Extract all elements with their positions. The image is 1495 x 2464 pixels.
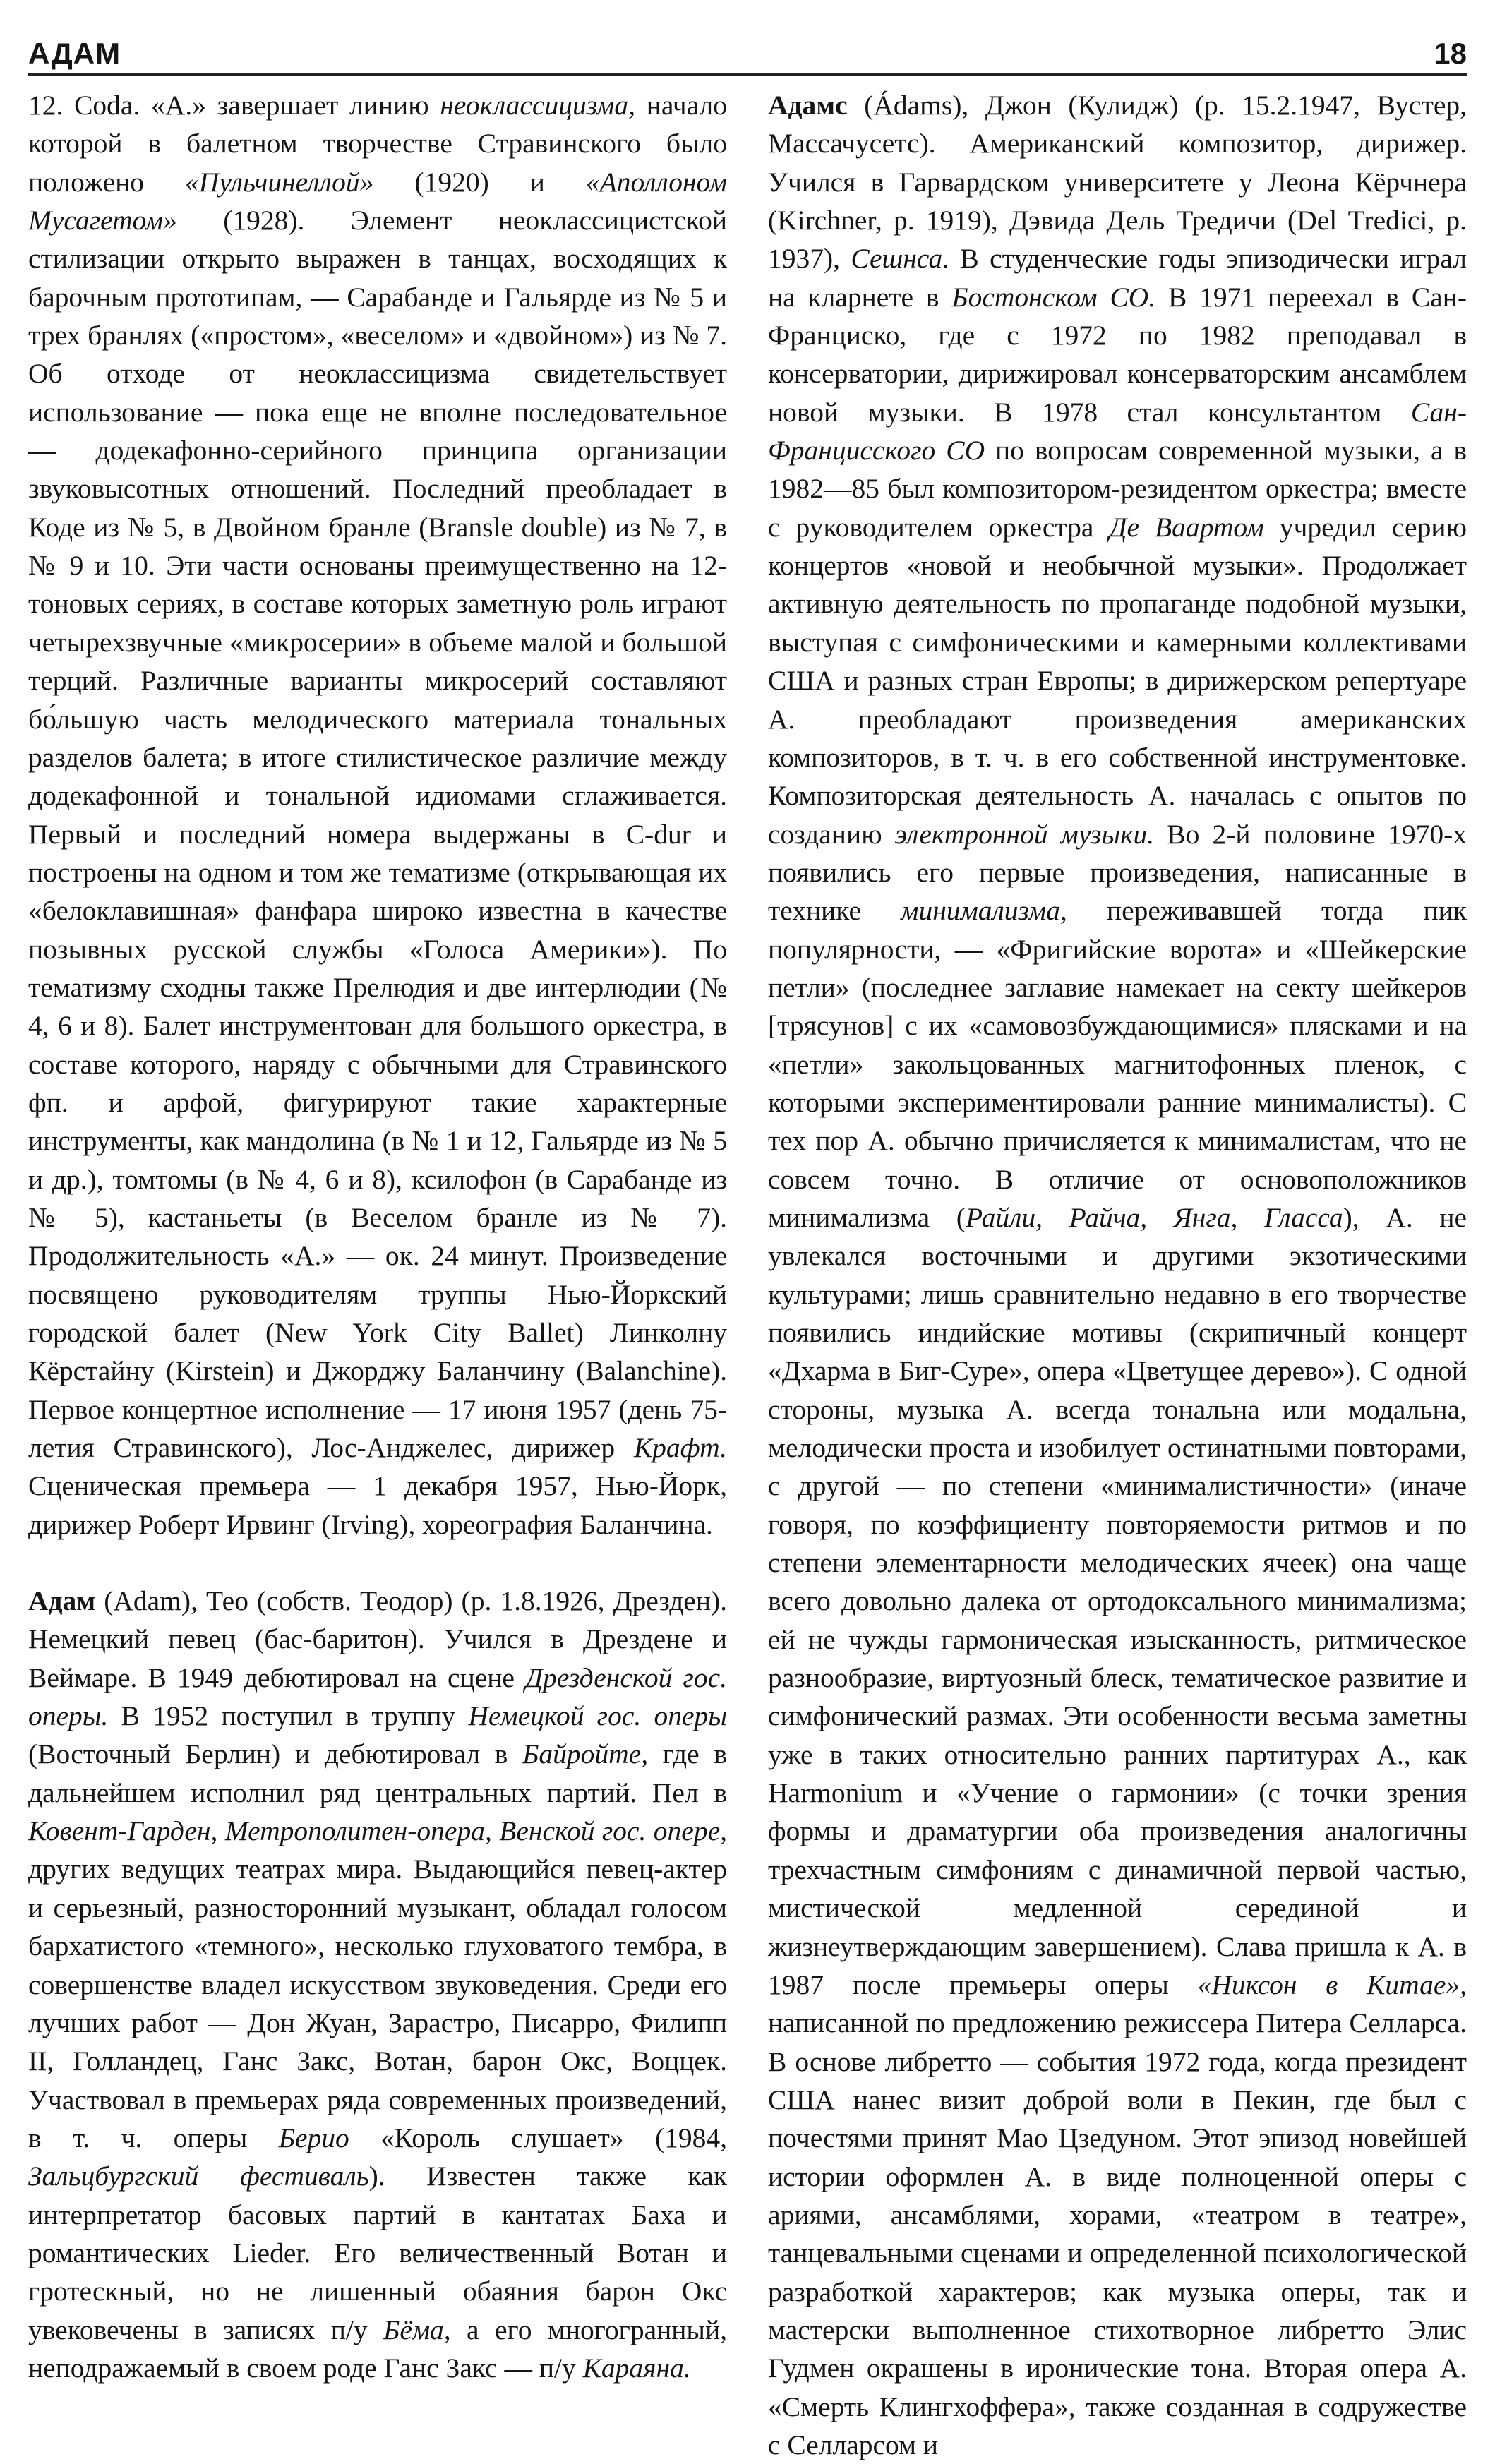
header-rule [28,73,1467,76]
body-text: Во 2-й половине 1970-х появились его первые произведения, написанные в технике [768,818,1467,927]
body-text: В 1971 переехал в Сан-Франциско, где с 1972 по 1982 преподавал в консерватории, дирижировал консерваторским ансамблем новой музыки. В 1978 стал консультантом [768,281,1467,428]
page-header [28,37,1467,79]
running-head: АДАМ [28,37,121,70]
body-text: переживавшей тогда пик популярности, — «Фригийские ворота» и «Шейкерские петли» (последнее заглавие намекает на секту шейкеров [трясунов] с их «самовозбуждающимися» плясками и на «петли» закольцованных магнитофонных пленок, с которыми экспериментировали ранние минималисты). С тех пор А. обычно причисляется к минималистам, что не совсем точно. В отличие от основоположников минимализма ( [768,895,1467,1233]
body-text: написанной по предложению режиссера Питера Селларса. В основе либретто — события 1972 года, когда президент США нанес визит доброй воли в Пекин, где был с почестями принят Мао Цзедуном. Этот эпизод новейшей истории оформлен А. в виде полноценной оперы с ариями, ансамблями, хорами, «театром в театре», танцевальными сценами и определенной психологической разработкой характеров; как музыка оперы, так и мастерски выполненное стихотворное либретто Элис Гудмен окрашены в иронические тона. Вторая опера А. «Смерть Клингхоффера», также созданная в содружестве с Селларсом и [768,2007,1467,2460]
cross-reference: Байройте, [522,1738,649,1770]
body-text: ), А. не увлекался восточными и другими экзотическими культурами; лишь сравнительно недавно в его творчестве появились индийские мотивы (скрипичный концерт «Дхарма в Биг-Суре», опера «Цветущее дерево»). С одной стороны, музыка А. всегда тональна или модальна, мелодически проста и изобилует остинатными повторами, с другой — по степени «минималистичности» (иначе говоря, по коэффициенту повторяемости ритмов и по степени элементарности мелодических ячеек) она чаще всего довольно далека от ортодоксального минимализма; ей не чужды гармоническая изысканность, ритмическое разнообразие, виртуозный блеск, тематическое развитие и симфонический размах. Эти особенности весьма заметны уже в таких относительно ранних партитурах А., как Harmonium и «Учение о гармонии» (с точки зрения формы и драматургии оба произведения аналогичны трехчастным симфониям с динамичной первой частью, мистической медленной серединой и жизнеутверждающим завершением). Слава пришла к А. в 1987 после премьеры оперы [768,1201,1467,2000]
cross-reference: электронной музыки. [894,818,1155,850]
body-text: В студенческие годы эпизодически играл на кларнете в [768,243,1467,313]
right-column [768,86,1467,2464]
cross-reference: Немецкой гос. оперы [468,1700,727,1732]
body-text: начало которой в балетном творчестве Стравинского было положено [28,90,727,198]
body-text: 12. Coda. «А.» завершает линию [28,90,440,121]
cross-reference: Сан-Францисского СО [768,396,1467,467]
body-text: ). Известен также как интерпретатор басовых партий в кантатах Баха и романтических Lieder. Его величественный Вотан и гротескный, но не лишенный обаяния барон Окс увековечены в записях п/у [28,2160,727,2345]
cross-reference: неоклассицизма, [440,90,635,121]
body-text: учредил серию концертов «новой и необычной музыки». Продолжает активную деятельность по пропаганде подобной музыки, выступая с симфоническими и камерными коллективами США и разных стран Европы; в дирижерском репертуаре А. преобладают произведения американских композиторов, в т. ч. в его собственной инструментовке. Композиторская деятельность А. началась с опытов по созданию [768,511,1467,850]
cross-reference: «Никсон в Китае», [1197,1969,1467,2000]
page-number: 18 [1434,37,1467,70]
body-text: «Король слушает» (1984, [349,2122,727,2153]
cross-reference: Зальцбургский фестиваль [28,2160,369,2192]
article-adam [28,1582,727,2387]
cross-reference: Райли, Райча, Янга, Гласса [965,1201,1343,1233]
body-text: В 1952 поступил в труппу [108,1700,469,1732]
headword: Адам [28,1585,96,1617]
article-adams [768,86,1467,2464]
cross-reference: минимализма, [901,895,1067,927]
left-column [28,86,727,2387]
body-text: (Восточный Берлин) и дебютировал в [28,1738,523,1770]
cross-reference: Караяна. [582,2352,691,2384]
cross-reference: Ковент-Гарден, Метрополитен-опера, Венской гос. опере, [28,1815,727,1847]
cross-reference: Дрезденской гос. оперы. [28,1661,727,1732]
body-text: (1928). Элемент неоклассицистской стилизации открыто выражен в танцах, восходящих к барочным прототипам, — Сарабанде и Гальярде из № 5 и трех бранлях («простом», «веселом» и «двойном») из № 7. Об отходе от неоклассицизма свидетельствует использование — пока еще не вполне последовательное — додекафонно-серийного принципа организации звуковысотных отношений. Последний преобладает в Коде из № 5, в Двойном бранле (Bransle double) из № 7, в № 9 и 10. Эти части основаны преимущественно на 12-тоновых сериях, в составе которых заметную роль играют четырехзвучные «микросерии» в объеме малой и большой терций. Различные варианты микросерий составляют бо́льшую часть мелодического материала тональных разделов балета; в итоге стилистическое различие между додекафонной и тональной идиомами сглаживается. Первый и последний номера выдержаны в C-dur и построены на одном и том же тематизме (открывающая их «белоклавишная» фанфара широко известна в качестве позывных русской службы «Голоса Америки»). По тематизму сходны также Прелюдия и две интерлюдии (№ 4, 6 и 8). Балет инструментован для большого оркестра, в составе которого, наряду с обычными для Стравинского фп. и арфой, фигурируют такие характерные инструменты, как мандолина (в № 1 и 12, Гальярде из № 5 и др.), томтомы (в № 4, 6 и 8), ксилофон (в Сарабанде из № 5), кастаньеты (в Веселом бранле из № 7). Продолжительность «А.» — ок. 24 минут. Произведение посвящено руководителям труппы Нью-Йоркский городской балет (New York City Ballet) Линколну Кёрстайну (Kirstein) и Джорджу Баланчину (Balanchine). Первое концертное исполнение — 17 июня 1957 (день 75-летия Стравинского), Лос-Анджелес, дирижер [28,205,727,1464]
body-text: (1920) и [373,166,586,198]
cross-reference: Сешнса. [851,243,950,275]
body-text: других ведущих театрах мира. Выдающийся певец-актер и серьезный, разносторонний музыкант, обладал голосом бархатистого «темного», несколько глуховатого тембра, в совершенстве владел искусством звуковедения. Среди его лучших работ — Дон Жуан, Зарастро, Писарро, Филипп II, Голландец, Ганс Закс, Вотан, барон Окс, Воццек. Участвовал в премьерах ряда современных произведений, в т. ч. оперы [28,1853,727,2153]
cross-reference: Крафт. [633,1432,727,1464]
body-text: где в дальнейшем исполнил ряд центральных партий. Пел в [28,1738,727,1808]
cross-reference: Бёма, [383,2314,451,2345]
article-apollon-continuation [28,86,727,1544]
cross-reference: «Пульчинеллой» [185,166,374,198]
body-text: (Adam), Тео (собств. Теодор) (р. 1.8.1926, Дрезден). Немецкий певец (бас-баритон). Учился в Дрездене и Веймаре. В 1949 дебютировал на сцене [28,1585,727,1693]
body-text: (Ádams), Джон (Кулидж) (р. 15.2.1947, Вустер, Массачусетс). Американский композитор, дирижер. Учился в Гарвардском университете у Леона Кёрчнера (Kirchner, р. 1919), Дэвида Дель Тредичи (Del Tredici, р. 1937), [768,90,1467,275]
cross-reference: «Аполлоном Мусагетом» [28,166,727,236]
cross-reference: Де Ваартом [1109,511,1264,543]
cross-reference: Бостонском СО. [951,281,1156,313]
body-text: а его многогранный, неподражаемый в своем роде Ганс Закс — п/у [28,2314,727,2384]
headword: Адамс [768,90,848,121]
body-text: Сценическая премьера — 1 декабря 1957, Нью-Йорк, дирижер Роберт Ирвинг (Irving), хореография Баланчина. [28,1470,727,1540]
body-text: по вопросам современной музыки, а в 1982—85 был композитором-резидентом оркестра; вместе с руководителем оркестра [768,435,1467,543]
cross-reference: Берио [278,2122,349,2153]
